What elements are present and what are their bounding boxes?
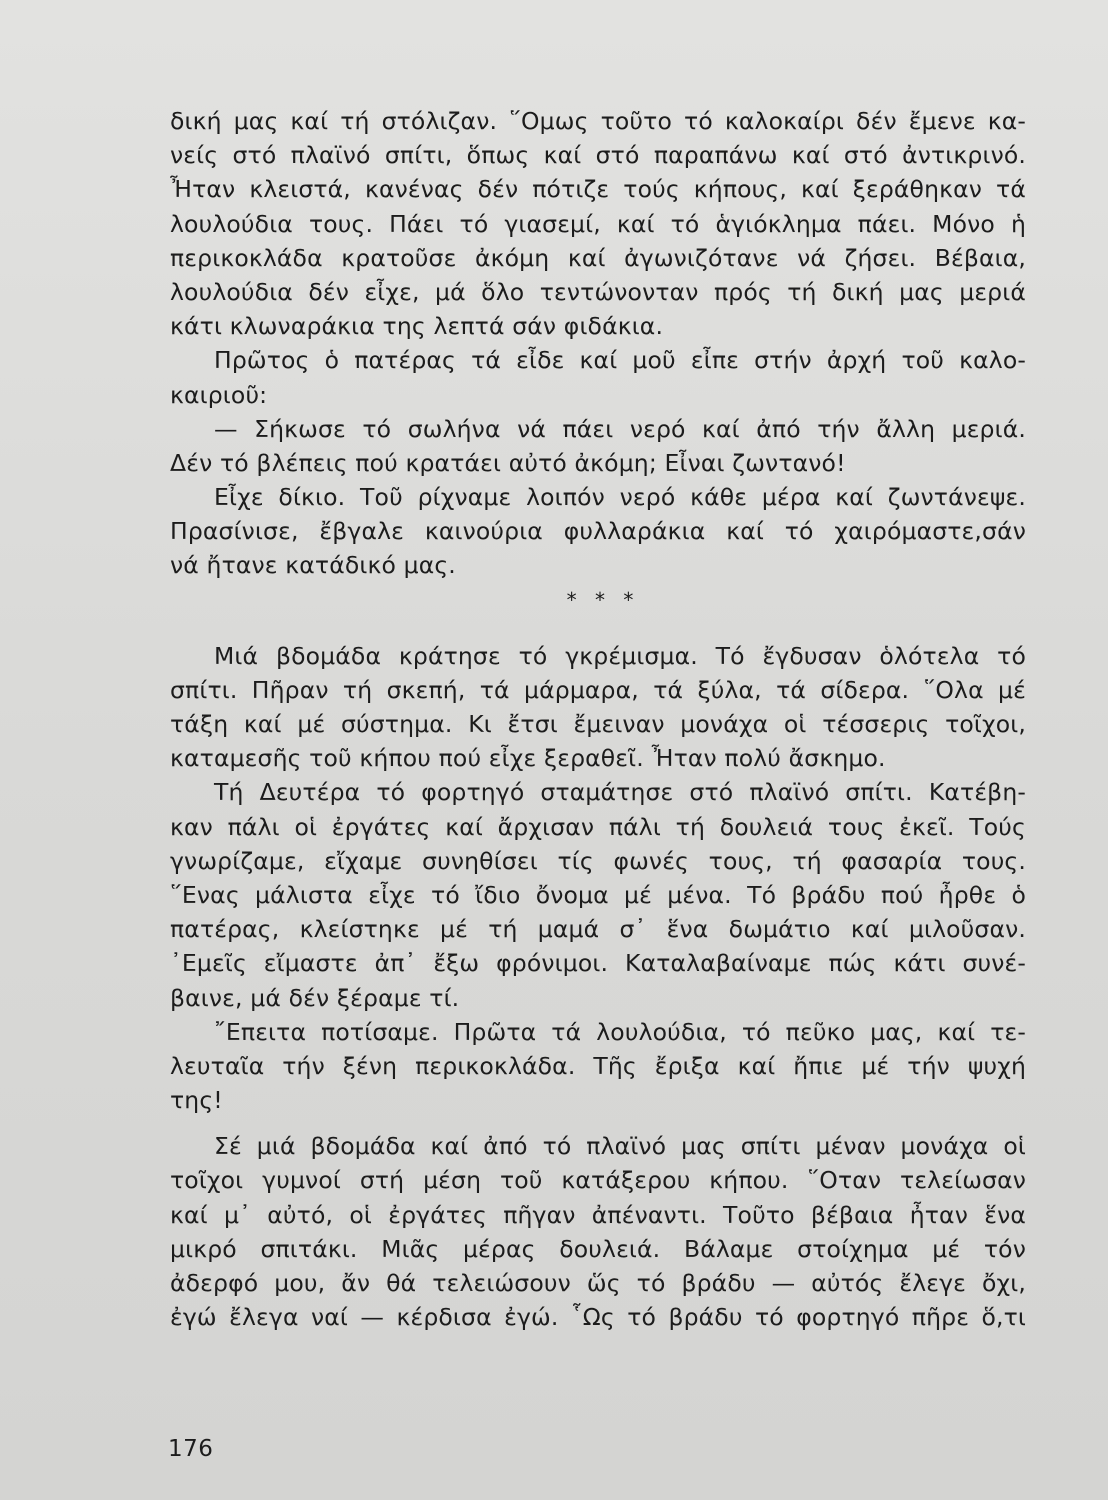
body-text — [170, 104, 1026, 1334]
text-line: ἐγώ ἔλεγα ναί — κέρδισα ἐγώ. ῟Ως τό βράδυ τό φορτηγό πῆρε ὅ,τι — [170, 1303, 1026, 1332]
text-line: καταμεσῆς τοῦ κήπου πού εἶχε ξεραθεῖ. Ἦταν πολύ ἄσκημο. — [170, 744, 886, 773]
text-line: Τή Δευτέρα τό φορτηγό σταμάτησε στό πλαϊνό σπίτι. Κατέβη- — [214, 778, 1026, 807]
text-line: ἀδερφό μου, ἄν θά τελειώσουν ὥς τό βράδυ — αὐτός ἔλεγε ὄχι, — [170, 1269, 1026, 1297]
paragraph-gap — [170, 1117, 1026, 1129]
text-line: ῞Ενας μάλιστα εἶχε τό ἴδιο ὄνομα μέ μένα. Τό βράδυ πού ἦρθε ὁ — [170, 880, 1026, 909]
text-line: της! — [170, 1086, 223, 1115]
text-line: λουλούδια δέν εἶχε, μά ὅλο τεντώνονταν πρός τή δική μας μεριά — [170, 277, 1026, 306]
text-line: Δέν τό βλέπεις πού κρατάει αὐτό ἀκόμη; Εἶναι ζωντανό! — [170, 448, 846, 477]
text-line: λευταῖα τήν ξένη περικοκλάδα. Τῆς ἔριξα καί ἤπιε μέ τήν ψυχή — [170, 1051, 1026, 1080]
text-line: καιριοῦ: — [170, 380, 268, 409]
text-section-before-separator — [170, 104, 1026, 583]
text-line: γνωρίζαμε, εἴχαμε συνηθίσει τίς φωνές τους, τή φασαρία τους. — [170, 846, 1026, 875]
text-line: τοῖχοι γυμνοί στή μέση τοῦ κατάξερου κήπου. ῞Οταν τελείωσαν — [170, 1166, 1026, 1195]
text-line: Πρῶτος ὁ πατέρας τά εἶδε καί μοῦ εἶπε στήν ἀρχή τοῦ καλο- — [214, 346, 1026, 375]
text-line: νά ἤτανε κατάδικό μας. — [170, 551, 456, 580]
text-line: τάξη καί μέ σύστημα. Κι ἔτσι ἔμειναν μονάχα οἱ τέσσερις τοῖχοι, — [170, 710, 1026, 738]
text-line: πατέρας, κλείστηκε μέ τή μαμά σ᾽ ἕνα δωμάτιο καί μιλοῦσαν. — [170, 915, 1026, 944]
text-line: μικρό σπιτάκι. Μιᾶς μέρας δουλειά. Βάλαμε στοίχημα μέ τόν — [170, 1234, 1026, 1263]
text-line: κάτι κλωναράκια της λεπτά σάν φιδάκια. — [170, 312, 664, 341]
text-line: — Σήκωσε τό σωλήνα νά πάει νερό καί ἀπό τήν ἄλλη μεριά. — [214, 414, 1026, 443]
page-number: 176 — [168, 1436, 214, 1462]
text-section-after-separator — [170, 639, 1026, 1335]
text-line: καί μ᾽ αὐτό, οἱ ἐργάτες πῆγαν ἀπέναντι. Τοῦτο βέβαια ἦταν ἕνα — [170, 1200, 1026, 1229]
text-line: ῎Επειτα ποτίσαμε. Πρῶτα τά λουλούδια, τό πεῦκο μας, καί τε- — [214, 1017, 1026, 1046]
text-line: σπίτι. Πῆραν τή σκεπή, τά μάρμαρα, τά ξύλα, τά σίδερα. ῞Ολα μέ — [170, 675, 1026, 704]
text-line: νείς στό πλαϊνό σπίτι, ὅπως καί στό παραπάνω καί στό ἀντικρινό. — [170, 141, 1026, 170]
text-line: ᾽Εμεῖς εἴμαστε ἀπ᾽ ἔξω φρόνιμοι. Καταλαβαίναμε πώς κάτι συνέ- — [170, 949, 1026, 978]
text-line: λουλούδια τους. Πάει τό γιασεμί, καί τό ἁγιόκλημα πάει. Μόνο ἡ — [170, 209, 1026, 238]
text-line: Μιά βδομάδα κράτησε τό γκρέμισμα. Τό ἔγδυσαν ὁλότελα τό — [214, 641, 1026, 670]
section-separator: * * * — [566, 587, 640, 612]
text-line: Εἶχε δίκιο. Τοῦ ρίχναμε λοιπόν νερό κάθε μέρα καί ζωντάνεψε. — [214, 483, 1026, 512]
text-line: περικοκλάδα κρατοῦσε ἀκόμη καί ἀγωνιζότανε νά ζήσει. Βέβαια, — [170, 243, 1026, 272]
text-line: Πρασίνισε, ἔβγαλε καινούρια φυλλαράκια καί τό χαιρόμαστε,σάν — [170, 517, 1026, 546]
text-line: βαινε, μά δέν ξέραμε τί. — [170, 983, 460, 1012]
text-line: δική μας καί τή στόλιζαν. ῞Ομως τοῦτο τό καλοκαίρι δέν ἔμενε κα- — [170, 107, 1026, 135]
text-line: Σέ μιά βδομάδα καί ἀπό τό πλαϊνό μας σπίτι μέναν μονάχα οἱ — [214, 1132, 1026, 1161]
text-line: καν πάλι οἱ ἐργάτες καί ἄρχισαν πάλι τή δουλειά τους ἐκεῖ. Τούς — [170, 812, 1026, 841]
text-line: Ἦταν κλειστά, κανένας δέν πότιζε τούς κήπους, καί ξεράθηκαν τά — [170, 175, 1026, 204]
